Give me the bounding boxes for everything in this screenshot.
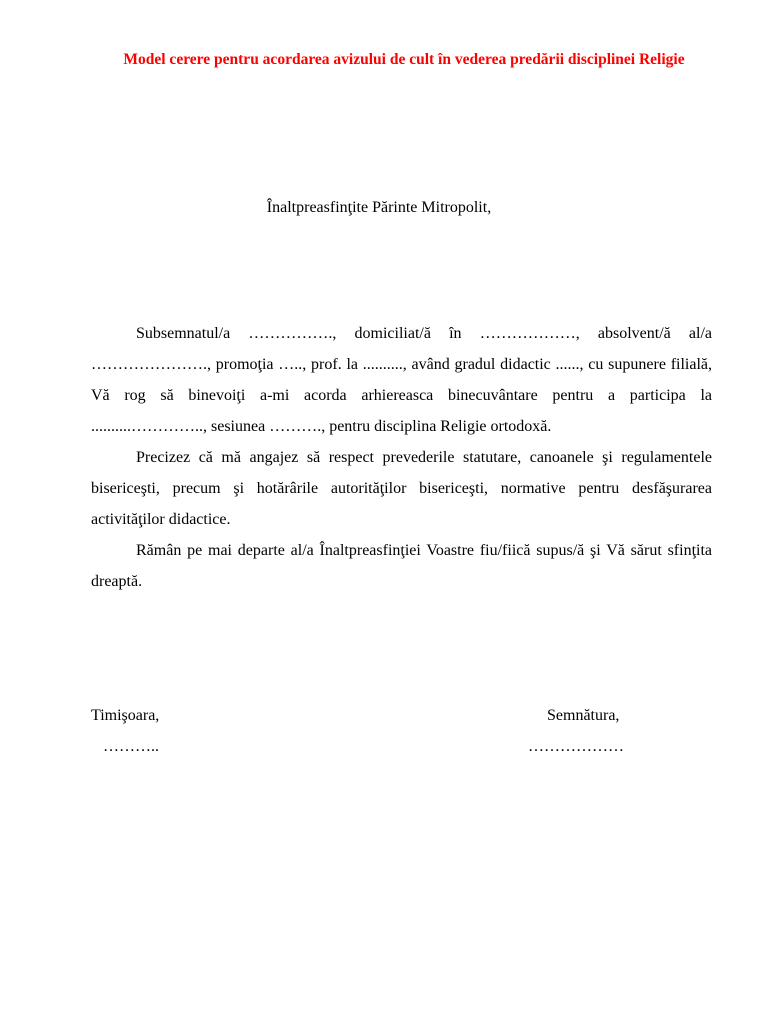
- signature-blank: ………………: [528, 738, 624, 755]
- paragraph-request: Subsemnatul/a ……………., domiciliat/ă în ………………, absolvent/ă al/a …………………., promoţia ….., prof. la .........., având gradul didactic ......, cu supunere filială, Vă rog să binevoiţi a-mi acorda arhiereasca binecuvântare pentru a participa la ..........………….., sesiunea ………., pentru disciplina Religie ortodoxă.: [91, 325, 712, 435]
- letter-body: [91, 318, 712, 597]
- place-block: [91, 700, 159, 762]
- place-label: Timişoara,: [91, 707, 160, 724]
- paragraph-commitment: Precizez că mă angajez să respect prevederile statutare, canoanele şi regulamentele bisericeşti, precum şi hotărârile autorităţilor bisericeşti, normative pentru desfăşurarea activităţilor didactice.: [91, 449, 712, 528]
- signature-label: Semnătura,: [547, 707, 620, 724]
- salutation: Înaltpreasfinţite Părinte Mitropolit,: [266, 199, 492, 216]
- document-title: Model cerere pentru acordarea avizului de cult în vederea predării disciplinei Religie: [123, 51, 685, 68]
- signature-block: [528, 700, 624, 762]
- paragraph-closing: Rămân pe mai departe al/a Înaltpreasfinţiei Voastre fiu/fiică supus/ă şi Vă sărut sfinţita dreaptă.: [91, 542, 712, 590]
- place-date-blank: ………..: [103, 738, 159, 755]
